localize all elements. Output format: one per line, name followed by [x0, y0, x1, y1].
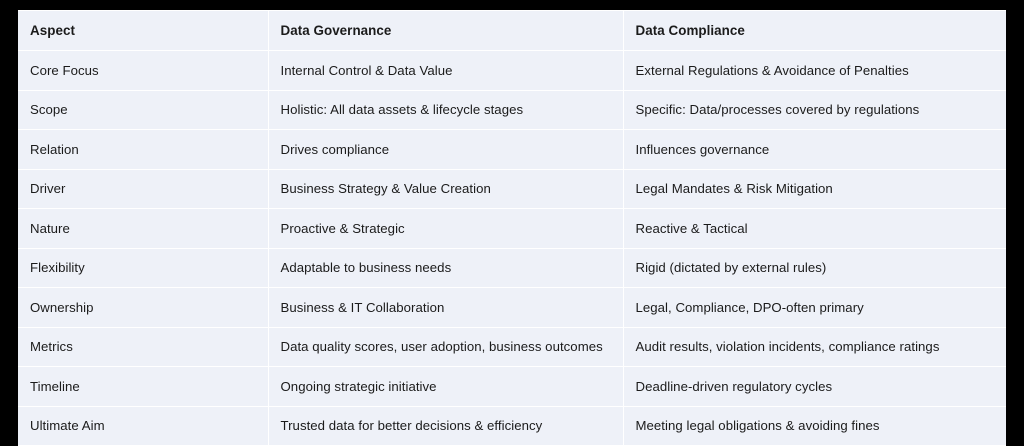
row-label: Ownership — [18, 288, 268, 328]
row-label: Ultimate Aim — [18, 406, 268, 446]
table-row — [18, 209, 1006, 249]
cell-compliance: Legal, Compliance, DPO-often primary — [623, 288, 1006, 328]
cell-compliance: Meeting legal obligations & avoiding fines — [623, 406, 1006, 446]
table-row — [18, 90, 1006, 130]
cell-compliance: Reactive & Tactical — [623, 209, 1006, 249]
cell-governance: Ongoing strategic initiative — [268, 367, 623, 407]
cell-governance: Trusted data for better decisions & efficiency — [268, 406, 623, 446]
row-label: Metrics — [18, 327, 268, 367]
table-header-row — [18, 11, 1006, 51]
cell-governance: Business Strategy & Value Creation — [268, 169, 623, 209]
row-label: Nature — [18, 209, 268, 249]
column-header-data-governance: Data Governance — [268, 11, 623, 51]
cell-governance: Holistic: All data assets & lifecycle stages — [268, 90, 623, 130]
table-body — [18, 51, 1006, 446]
table-row — [18, 406, 1006, 446]
cell-governance: Drives compliance — [268, 130, 623, 170]
row-label: Driver — [18, 169, 268, 209]
cell-governance: Internal Control & Data Value — [268, 51, 623, 91]
table-row — [18, 367, 1006, 407]
row-label: Relation — [18, 130, 268, 170]
cell-governance: Proactive & Strategic — [268, 209, 623, 249]
row-label: Timeline — [18, 367, 268, 407]
table-row — [18, 288, 1006, 328]
row-label: Scope — [18, 90, 268, 130]
table-header — [18, 11, 1006, 51]
cell-compliance: Influences governance — [623, 130, 1006, 170]
comparison-table-container — [18, 10, 1006, 436]
comparison-table — [18, 10, 1006, 446]
table-row — [18, 327, 1006, 367]
column-header-aspect: Aspect — [18, 11, 268, 51]
cell-governance: Business & IT Collaboration — [268, 288, 623, 328]
cell-compliance: Audit results, violation incidents, compliance ratings — [623, 327, 1006, 367]
cell-governance: Adaptable to business needs — [268, 248, 623, 288]
table-row — [18, 248, 1006, 288]
cell-compliance: External Regulations & Avoidance of Penalties — [623, 51, 1006, 91]
table-row — [18, 169, 1006, 209]
cell-compliance: Deadline-driven regulatory cycles — [623, 367, 1006, 407]
cell-compliance: Rigid (dictated by external rules) — [623, 248, 1006, 288]
cell-governance: Data quality scores, user adoption, business outcomes — [268, 327, 623, 367]
column-header-data-compliance: Data Compliance — [623, 11, 1006, 51]
cell-compliance: Legal Mandates & Risk Mitigation — [623, 169, 1006, 209]
row-label: Flexibility — [18, 248, 268, 288]
cell-compliance: Specific: Data/processes covered by regulations — [623, 90, 1006, 130]
row-label: Core Focus — [18, 51, 268, 91]
table-row — [18, 51, 1006, 91]
table-row — [18, 130, 1006, 170]
